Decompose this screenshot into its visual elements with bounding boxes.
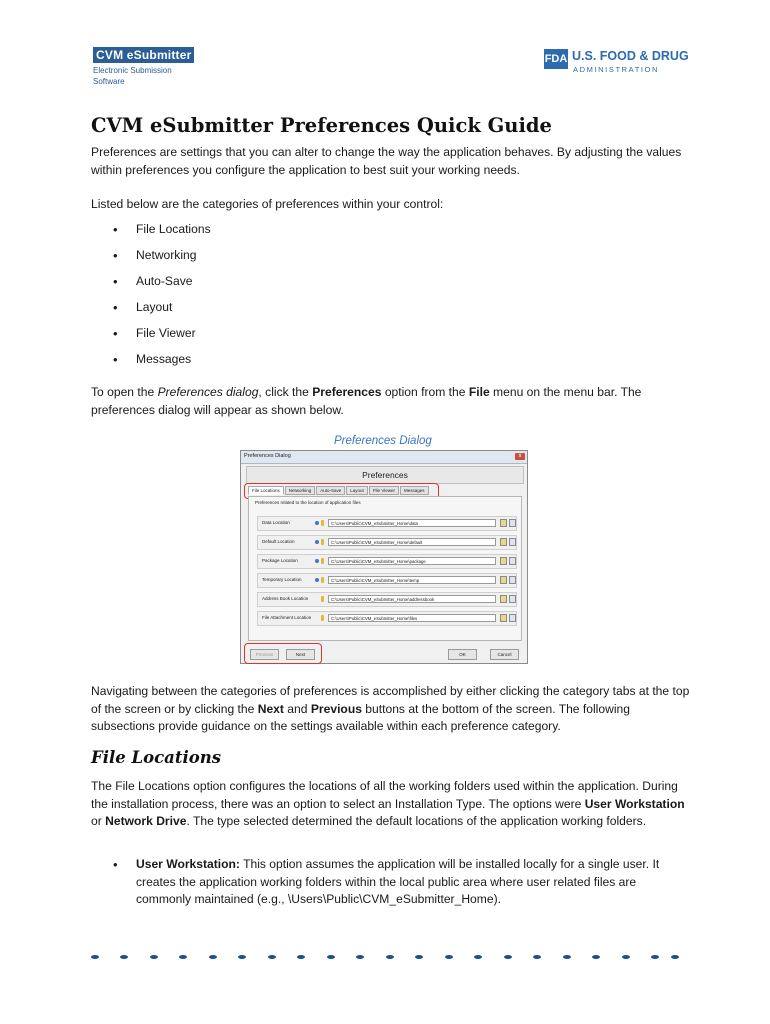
divider-dot [356,955,364,959]
categories-intro: Listed below are the categories of preferences within your control: [91,197,444,211]
divider-dot [474,955,482,959]
logo-subtitle: Electronic Submission Software [93,66,172,86]
list-item: • Auto-Save [91,273,211,299]
list-item [91,856,691,909]
browse-icon [500,576,507,584]
text-run: User Workstation [584,796,685,811]
reset-icon [509,557,516,565]
location-row [257,516,517,531]
path-field: C:\Users\Public\CVM_eSubmitter_Home\data [328,519,496,527]
text-run: Network Drive [105,814,187,829]
divider-dot [445,955,453,959]
tab-auto-save: Auto-Save [316,486,345,495]
preferences-dialog-image [240,450,528,664]
file-locations-paragraph [91,778,691,831]
cancel-button: Cancel [490,649,519,660]
tab-file-locations: File Locations [248,486,284,495]
divider-dot [179,955,187,959]
path-field: C:\Users\Public\CVM_eSubmitter_Home\package [328,557,496,565]
browse-icon [500,595,507,603]
info-icon [315,578,319,582]
text-run: . The type selected determined the default locations of the application working folders. [186,814,647,829]
text-run: , click the [258,385,313,399]
footer-divider [91,953,679,961]
divider-dot [327,955,335,959]
panel-heading: Preferences related to the location of application files [255,500,361,505]
row-label: Temporary Location [262,577,302,582]
bulb-icon [321,615,324,621]
divider-dot [415,955,423,959]
nav-buttons-highlight [244,643,322,664]
divider-dot [386,955,394,959]
previous-button: Previous [250,649,279,660]
divider-dot [592,955,600,959]
bullet-icon: • [113,857,118,872]
tab-messages: Messages [400,486,429,495]
divider-dot [268,955,276,959]
text-run: User Workstation: [136,857,240,871]
text-run: Navigating between the categories of preferences is accomplished by either clicking the category tabs at the top of the screen or by clicking the [91,684,690,716]
logo-title: CVM eSubmitter [93,47,194,63]
divider-dot [563,955,571,959]
bulb-icon [321,596,324,602]
row-label: Default Location [262,539,295,544]
path-field: C:\Users\Public\CVM_eSubmitter_Home\addressbook [328,595,496,603]
row-label: File Attachment Location [262,615,312,620]
browse-icon [500,519,507,527]
cvm-esubmitter-logo [93,47,203,86]
user-workstation-text [91,856,691,909]
text-run: buttons at the bottom of the screen. The following subsections provide guidance on the settings available within each preference category. [91,701,630,734]
dialog-window-title: Preferences Dialog [244,453,291,459]
close-icon: x [515,453,525,460]
row-label: Data Location [262,520,290,525]
dialog-titlebar [241,451,527,464]
divider-dot [533,955,541,959]
divider-dot [671,955,679,959]
divider-dot [209,955,217,959]
list-item: • File Viewer [91,325,211,351]
navigation-paragraph [91,683,691,736]
browse-icon [500,557,507,565]
bulb-icon [321,539,324,545]
divider-dot [238,955,246,959]
tab-networking: Networking [285,486,316,495]
fda-logo [544,49,689,77]
figure-caption: Preferences Dialog [334,435,432,447]
reset-icon [509,519,516,527]
browse-icon [500,538,507,546]
text-run: Preferences [312,385,382,399]
intro-paragraph: Preferences are settings that you can alter to change the way the application behaves. By adjusting the values within preferences you configure the application to best suit your working needs. [91,145,682,177]
location-row [257,611,517,626]
bulb-icon [321,558,324,564]
text-run: option from the [381,385,469,399]
bulb-icon [321,520,324,526]
text-run: Previous [310,701,362,716]
path-field: C:\Users\Public\CVM_eSubmitter_Home\files [328,614,496,622]
list-item: • Layout [91,299,211,325]
text-run: To open the [91,385,158,399]
reset-icon [509,595,516,603]
divider-dot [504,955,512,959]
bulb-icon [321,577,324,583]
ok-button: OK [448,649,477,660]
location-row [257,535,517,550]
section-heading: File Locations [91,748,222,767]
text-run: and [283,701,311,716]
fda-badge: FDA [544,49,568,69]
text-run: Next [257,701,284,716]
text-run: This option assumes the application will be installed locally for a single user. It creates the application working folders within the local public area where user related files are commonly maintained (e.g., \Users\Public\CVM_eSubmitter_Home). [136,857,660,907]
page-title: CVM eSubmitter Preferences Quick Guide [91,114,552,137]
list-item: • File Locations [91,221,211,247]
reset-icon [509,614,516,622]
tab-file-viewer: File Viewer [369,486,399,495]
row-label: Address Book Location [262,596,309,601]
divider-dot [150,955,158,959]
tab-layout: Layout [346,486,368,495]
fda-subtitle: ADMINISTRATION [573,65,660,74]
path-field: C:\Users\Public\CVM_eSubmitter_Home\default [328,538,496,546]
divider-dot [120,955,128,959]
divider-dot [622,955,630,959]
location-row [257,573,517,588]
categories-list [91,221,211,377]
text-run: File [468,385,490,399]
file-locations-panel [248,496,522,641]
browse-icon [500,614,507,622]
text-run: Preferences dialog [157,385,259,399]
dialog-header: Preferences [246,466,524,484]
info-icon [315,540,319,544]
reset-icon [509,538,516,546]
list-item: • Messages [91,351,211,377]
divider-dot [651,955,659,959]
path-field: C:\Users\Public\CVM_eSubmitter_Home\temp [328,576,496,584]
reset-icon [509,576,516,584]
info-icon [315,521,319,525]
text-run: The File Locations option configures the locations of all the working folders used within the application. During the installation process, there was an option to select an Installation Type. The options were [91,779,678,811]
next-button: Next [286,649,315,660]
text-run: menu on the menu bar. The preferences dialog will appear as shown below. [91,385,642,417]
text-run: or [91,814,106,829]
divider-dot [297,955,305,959]
location-row [257,592,517,607]
info-icon [315,559,319,563]
row-label: Package Location [262,558,298,563]
divider-dot [91,955,99,959]
open-instructions [91,384,691,419]
list-item: • Networking [91,247,211,273]
location-row [257,554,517,569]
fda-name: U.S. FOOD & DRUG [572,49,689,63]
